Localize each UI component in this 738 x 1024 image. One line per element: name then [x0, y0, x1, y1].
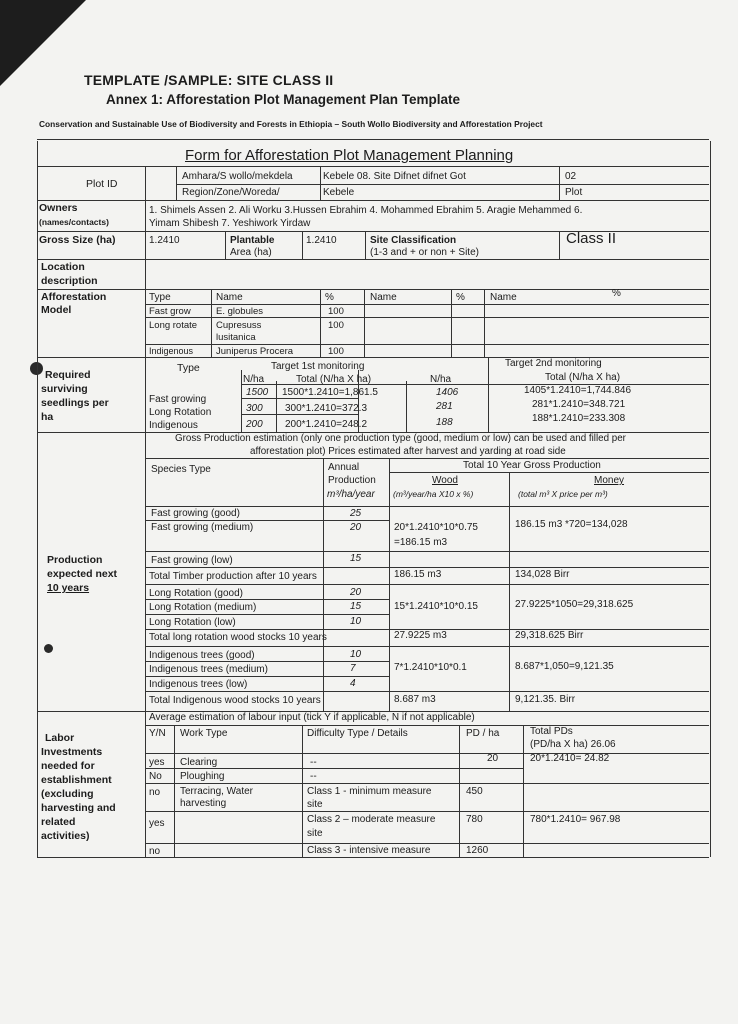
- labor-row-4-diff: Class 2 – moderate measure: [307, 814, 436, 825]
- rule: [451, 289, 452, 357]
- plot-id-label: Plot ID: [86, 178, 118, 190]
- plot-label: Plot: [565, 187, 583, 198]
- location-label: Location: [41, 261, 85, 273]
- seedling-t2: 281*1.2410=348.721: [532, 399, 626, 410]
- labor-row-3-yn: no: [149, 787, 161, 798]
- seedling-n2: 188: [436, 417, 453, 428]
- owners-line-1: 1. Shimels Assen 2. Ali Worku 3.Hussen Ebrahim 4. Mohammed Ebrahim 5. Aragie Mehammed 6.: [149, 205, 583, 216]
- lr-medium-label: Long Rotation (medium): [149, 602, 257, 613]
- production-label: Production: [47, 554, 103, 566]
- total-lr-wood: 27.9225 m3: [394, 630, 447, 641]
- rule: [484, 289, 485, 357]
- total-timber-label: Total Timber production after 10 years: [149, 571, 317, 582]
- wood-header: Wood: [432, 475, 458, 486]
- fg-medium-wood: 20*1.2410*10*0.75: [394, 522, 478, 533]
- in-medium-value: 7: [350, 663, 356, 674]
- fg-medium-value: 20: [350, 522, 362, 533]
- labor-row-5-pd: 1260: [466, 845, 489, 856]
- seedling-n1: 300: [246, 403, 263, 414]
- model-row-name: Cupresuss: [216, 320, 262, 331]
- rule: [364, 289, 365, 357]
- rule: [145, 551, 709, 552]
- money-unit: (total m³ X price per m³): [518, 489, 608, 499]
- model-pct-header-3: %: [612, 288, 621, 299]
- model-row-name: Juniperus Procera: [216, 346, 294, 357]
- labor-row-2-yn: No: [149, 771, 162, 782]
- rule: [145, 811, 709, 812]
- gross-size-label: Gross Size (ha): [39, 234, 116, 246]
- rule: [145, 646, 709, 647]
- labor-row-4-total: 780*1.2410= 967.98: [530, 814, 621, 825]
- afforestation-model-sublabel: Model: [41, 304, 72, 316]
- labor-label-6: harvesting and: [41, 802, 116, 814]
- seedling-t2: 1405*1.2410=1,744.846: [524, 385, 632, 396]
- location-sublabel: description: [41, 275, 98, 287]
- model-name-header-2: Name: [370, 292, 397, 303]
- seedling-t1: 300*1.2410=372.3: [285, 403, 368, 414]
- fg-medium-money: 186.15 m3 *720=134,028: [515, 519, 628, 530]
- annual-header: Annual: [328, 462, 360, 473]
- seedling-n2: 1406: [436, 387, 459, 398]
- labor-row-1-total: 20*1.2410= 24.82: [530, 753, 610, 764]
- total-in-money: 9,121.35. Birr: [515, 694, 576, 705]
- model-row-type: Fast grow: [149, 306, 191, 317]
- seedling-t2: 188*1.2410=233.308: [532, 413, 626, 424]
- region-label: Region/Zone/Woreda/: [182, 187, 280, 198]
- work-type-header: Work Type: [180, 728, 228, 739]
- rule: [145, 317, 709, 318]
- rule: [145, 725, 709, 726]
- total-timber-wood: 186.15 m3: [394, 569, 442, 580]
- labor-row-5-diff: Class 3 - intensive measure: [307, 845, 431, 856]
- total-pds-header-2: (PD/ha X ha) 26.06: [530, 739, 616, 750]
- rule: [241, 414, 359, 415]
- seedling-n2: 281: [436, 401, 453, 412]
- rule: [145, 458, 709, 459]
- rule: [459, 725, 460, 857]
- rule: [320, 289, 321, 357]
- fg-low-value: 15: [350, 553, 362, 564]
- plantable-value: 1.2410: [306, 235, 337, 246]
- rule: [145, 567, 709, 568]
- labor-row-3-work-2: harvesting: [180, 798, 227, 809]
- fg-medium-label: Fast growing (medium): [151, 522, 254, 533]
- fg-good-value: 25: [350, 508, 362, 519]
- rule: [145, 584, 709, 585]
- wood-unit: (m³/year/ha X10 x %): [393, 489, 474, 499]
- in-low-value: 4: [350, 678, 356, 689]
- rule: [37, 139, 709, 140]
- rule: [145, 614, 390, 615]
- rule: [37, 857, 709, 858]
- labor-row-1-diff: --: [310, 757, 317, 768]
- seedling-n1: 200: [246, 419, 263, 430]
- labor-row-2-work: Ploughing: [180, 771, 225, 782]
- project-line: Conservation and Sustainable Use of Biodiversity and Forests in Ethiopia – South Wollo Biodiversity and Afforestation Project: [39, 119, 543, 129]
- total-header-2: Total (N/ha X ha): [545, 372, 621, 383]
- model-row-type: Indigenous: [149, 346, 194, 356]
- labor-row-3-diff-2: site: [307, 799, 323, 810]
- annual-unit: m³/ha/year: [327, 489, 375, 500]
- rule: [302, 725, 303, 857]
- rule: [302, 231, 303, 259]
- model-type-header: Type: [149, 292, 171, 303]
- monitoring-1-title: Target 1st monitoring: [271, 361, 365, 372]
- model-row-type: Long rotate: [149, 320, 198, 331]
- difficulty-header: Difficulty Type / Details: [307, 728, 408, 739]
- labor-label-8: activities): [41, 830, 90, 842]
- seedling-row-type: Indigenous: [149, 420, 198, 431]
- labor-row-1-work: Clearing: [180, 757, 218, 768]
- model-name-header-3: Name: [490, 292, 517, 303]
- model-row-name: E. globules: [216, 306, 264, 317]
- rule: [37, 357, 709, 358]
- model-pct-header: %: [325, 292, 334, 303]
- annual-header-2: Production: [328, 475, 376, 486]
- kebele-value: Kebele 08. Site Difnet difnet Got: [323, 171, 466, 182]
- money-header: Money: [594, 475, 625, 486]
- rule: [320, 166, 321, 200]
- production-label-3: 10 years: [47, 582, 90, 594]
- seedling-t1: 200*1.2410=248.2: [285, 419, 368, 430]
- afforestation-model-label: Afforestation: [41, 291, 107, 303]
- production-note-1: Gross Production estimation (only one production type (good, medium or low) can be used and filled per: [175, 433, 626, 444]
- lr-low-label: Long Rotation (low): [149, 617, 236, 628]
- total-header: Total (N/ha X ha): [296, 374, 372, 385]
- production-label-2: expected next: [47, 568, 118, 580]
- rule: [211, 289, 212, 357]
- labor-label: Labor: [45, 732, 75, 744]
- rule: [145, 691, 709, 692]
- seedling-row-type: Fast growing: [149, 394, 207, 405]
- labor-label-4: establishment: [41, 774, 112, 786]
- seedlings-label-4: ha: [41, 411, 54, 423]
- rule: [145, 344, 709, 345]
- template-title: TEMPLATE /SAMPLE: SITE CLASS II: [84, 72, 334, 88]
- rule: [406, 381, 407, 432]
- rule: [509, 473, 510, 711]
- production-note-2: afforestation plot) Prices estimated after harvest and yarding at road side: [250, 446, 566, 457]
- rule: [174, 725, 175, 857]
- labor-row-1-pd: 20: [487, 753, 499, 764]
- lr-good-value: 20: [350, 587, 362, 598]
- yn-header: Y/N: [149, 728, 166, 739]
- rule: [145, 753, 709, 754]
- rule: [365, 231, 366, 259]
- site-class-hint: (1-3 and + or non + Site): [370, 247, 479, 258]
- rule: [241, 370, 242, 432]
- model-row-pct: 100: [328, 306, 344, 317]
- n-ha-header-2: N/ha: [430, 374, 452, 385]
- folded-corner-shadow: [0, 0, 86, 86]
- seedlings-type-header: Type: [177, 362, 200, 374]
- rule: [145, 783, 709, 784]
- in-medium-label: Indigenous trees (medium): [149, 664, 268, 675]
- annex-title: Annex 1: Afforestation Plot Management Plan Template: [106, 92, 461, 107]
- in-good-label: Indigenous trees (good): [149, 650, 255, 661]
- rule: [389, 472, 709, 473]
- species-type-header: Species Type: [151, 464, 211, 475]
- rule: [145, 520, 390, 521]
- fg-low-label: Fast growing (low): [151, 555, 233, 566]
- in-medium-money: 8.687*1,050=9,121.35: [515, 661, 614, 672]
- plot-number: 02: [565, 171, 577, 182]
- total-in-label: Total Indigenous wood stocks 10 years: [149, 695, 321, 706]
- seedlings-label-3: seedlings per: [41, 397, 109, 409]
- seedlings-label: Required: [45, 369, 91, 381]
- rule: [559, 166, 560, 200]
- labor-row-3-work: Terracing, Water: [180, 786, 253, 797]
- n-ha-header: N/ha: [243, 374, 265, 385]
- labor-row-4-pd: 780: [466, 814, 483, 825]
- labor-row-4-yn: yes: [149, 818, 165, 829]
- total-10yr-header: Total 10 Year Gross Production: [463, 460, 601, 471]
- rule: [523, 725, 524, 857]
- labor-label-7: related: [41, 816, 76, 828]
- in-low-label: Indigenous trees (low): [149, 679, 248, 690]
- plantable-unit: Area (ha): [230, 247, 272, 258]
- seedling-t1: 1500*1.2410=1,861.5: [282, 387, 378, 398]
- rule: [145, 661, 390, 662]
- rule: [145, 304, 709, 305]
- rule: [559, 231, 560, 259]
- owners-line-2: Yimam Shibesh 7. Yeshiwork Yirdaw: [149, 218, 311, 229]
- labor-label-3: needed for: [41, 760, 95, 772]
- rule: [176, 166, 177, 200]
- fg-good-label: Fast growing (good): [151, 508, 240, 519]
- kebele-label: Kebele: [323, 187, 355, 198]
- lr-low-value: 10: [350, 616, 362, 627]
- lr-good-label: Long Rotation (good): [149, 588, 243, 599]
- plantable-label: Plantable: [230, 235, 275, 246]
- rule: [145, 676, 390, 677]
- monitoring-2-title: Target 2nd monitoring: [505, 358, 602, 369]
- rule: [145, 599, 390, 600]
- rule: [276, 381, 277, 432]
- model-row-name-cont: lusitanica: [216, 332, 256, 343]
- model-pct-header-2: %: [456, 292, 465, 303]
- seedling-n1: 1500: [246, 387, 269, 398]
- site-class-label: Site Classification: [370, 235, 457, 246]
- pd-ha-header: PD / ha: [466, 728, 500, 739]
- total-in-wood: 8.687 m3: [394, 694, 436, 705]
- seedlings-label-2: surviving: [41, 383, 88, 395]
- rule: [37, 259, 709, 260]
- model-row-pct: 100: [328, 346, 344, 357]
- labor-row-2-diff: --: [310, 771, 317, 782]
- labor-row-3-pd: 450: [466, 786, 483, 797]
- total-pds-header: Total PDs: [530, 726, 573, 737]
- rule: [145, 768, 523, 769]
- labor-row-3-diff: Class 1 - minimum measure: [307, 786, 432, 797]
- region-value: Amhara/S wollo/mekdela: [182, 171, 293, 182]
- seedling-row-type: Long Rotation: [149, 407, 212, 418]
- rule: [241, 398, 359, 399]
- labor-row-5-yn: no: [149, 846, 161, 857]
- rule: [37, 289, 709, 290]
- model-name-header: Name: [216, 292, 243, 303]
- form-title: Form for Afforestation Plot Management Planning: [185, 147, 514, 164]
- rule: [145, 843, 709, 844]
- owners-label: Owners: [39, 202, 78, 214]
- rule: [37, 200, 709, 201]
- gross-size-value: 1.2410: [149, 235, 180, 246]
- labor-note: Average estimation of labour input (tick Y if applicable, N if not applicable): [149, 712, 475, 723]
- site-class-value: Class II: [566, 230, 617, 247]
- total-lr-label: Total long rotation wood stocks 10 years: [149, 632, 327, 643]
- labor-label-2: Investments: [41, 746, 103, 758]
- total-lr-money: 29,318.625 Birr: [515, 630, 584, 641]
- rule: [37, 166, 709, 167]
- lr-medium-wood: 15*1.2410*10*0.15: [394, 601, 478, 612]
- owners-sublabel: (names/contacts): [39, 217, 109, 227]
- rule: [176, 184, 709, 185]
- in-good-value: 10: [350, 649, 362, 660]
- model-row-pct: 100: [328, 320, 344, 331]
- lr-medium-money: 27.9225*1050=29,318.625: [515, 599, 634, 610]
- fg-medium-wood-2: =186.15 m3: [394, 537, 448, 548]
- rule: [145, 506, 709, 507]
- rule: [488, 358, 489, 432]
- lr-medium-value: 15: [350, 601, 362, 612]
- in-medium-wood: 7*1.2410*10*0.1: [394, 662, 467, 673]
- labor-row-1-yn: yes: [149, 757, 165, 768]
- total-timber-money: 134,028 Birr: [515, 569, 570, 580]
- rule: [225, 231, 226, 259]
- labor-label-5: (excluding: [41, 788, 94, 800]
- labor-row-4-diff-2: site: [307, 828, 323, 839]
